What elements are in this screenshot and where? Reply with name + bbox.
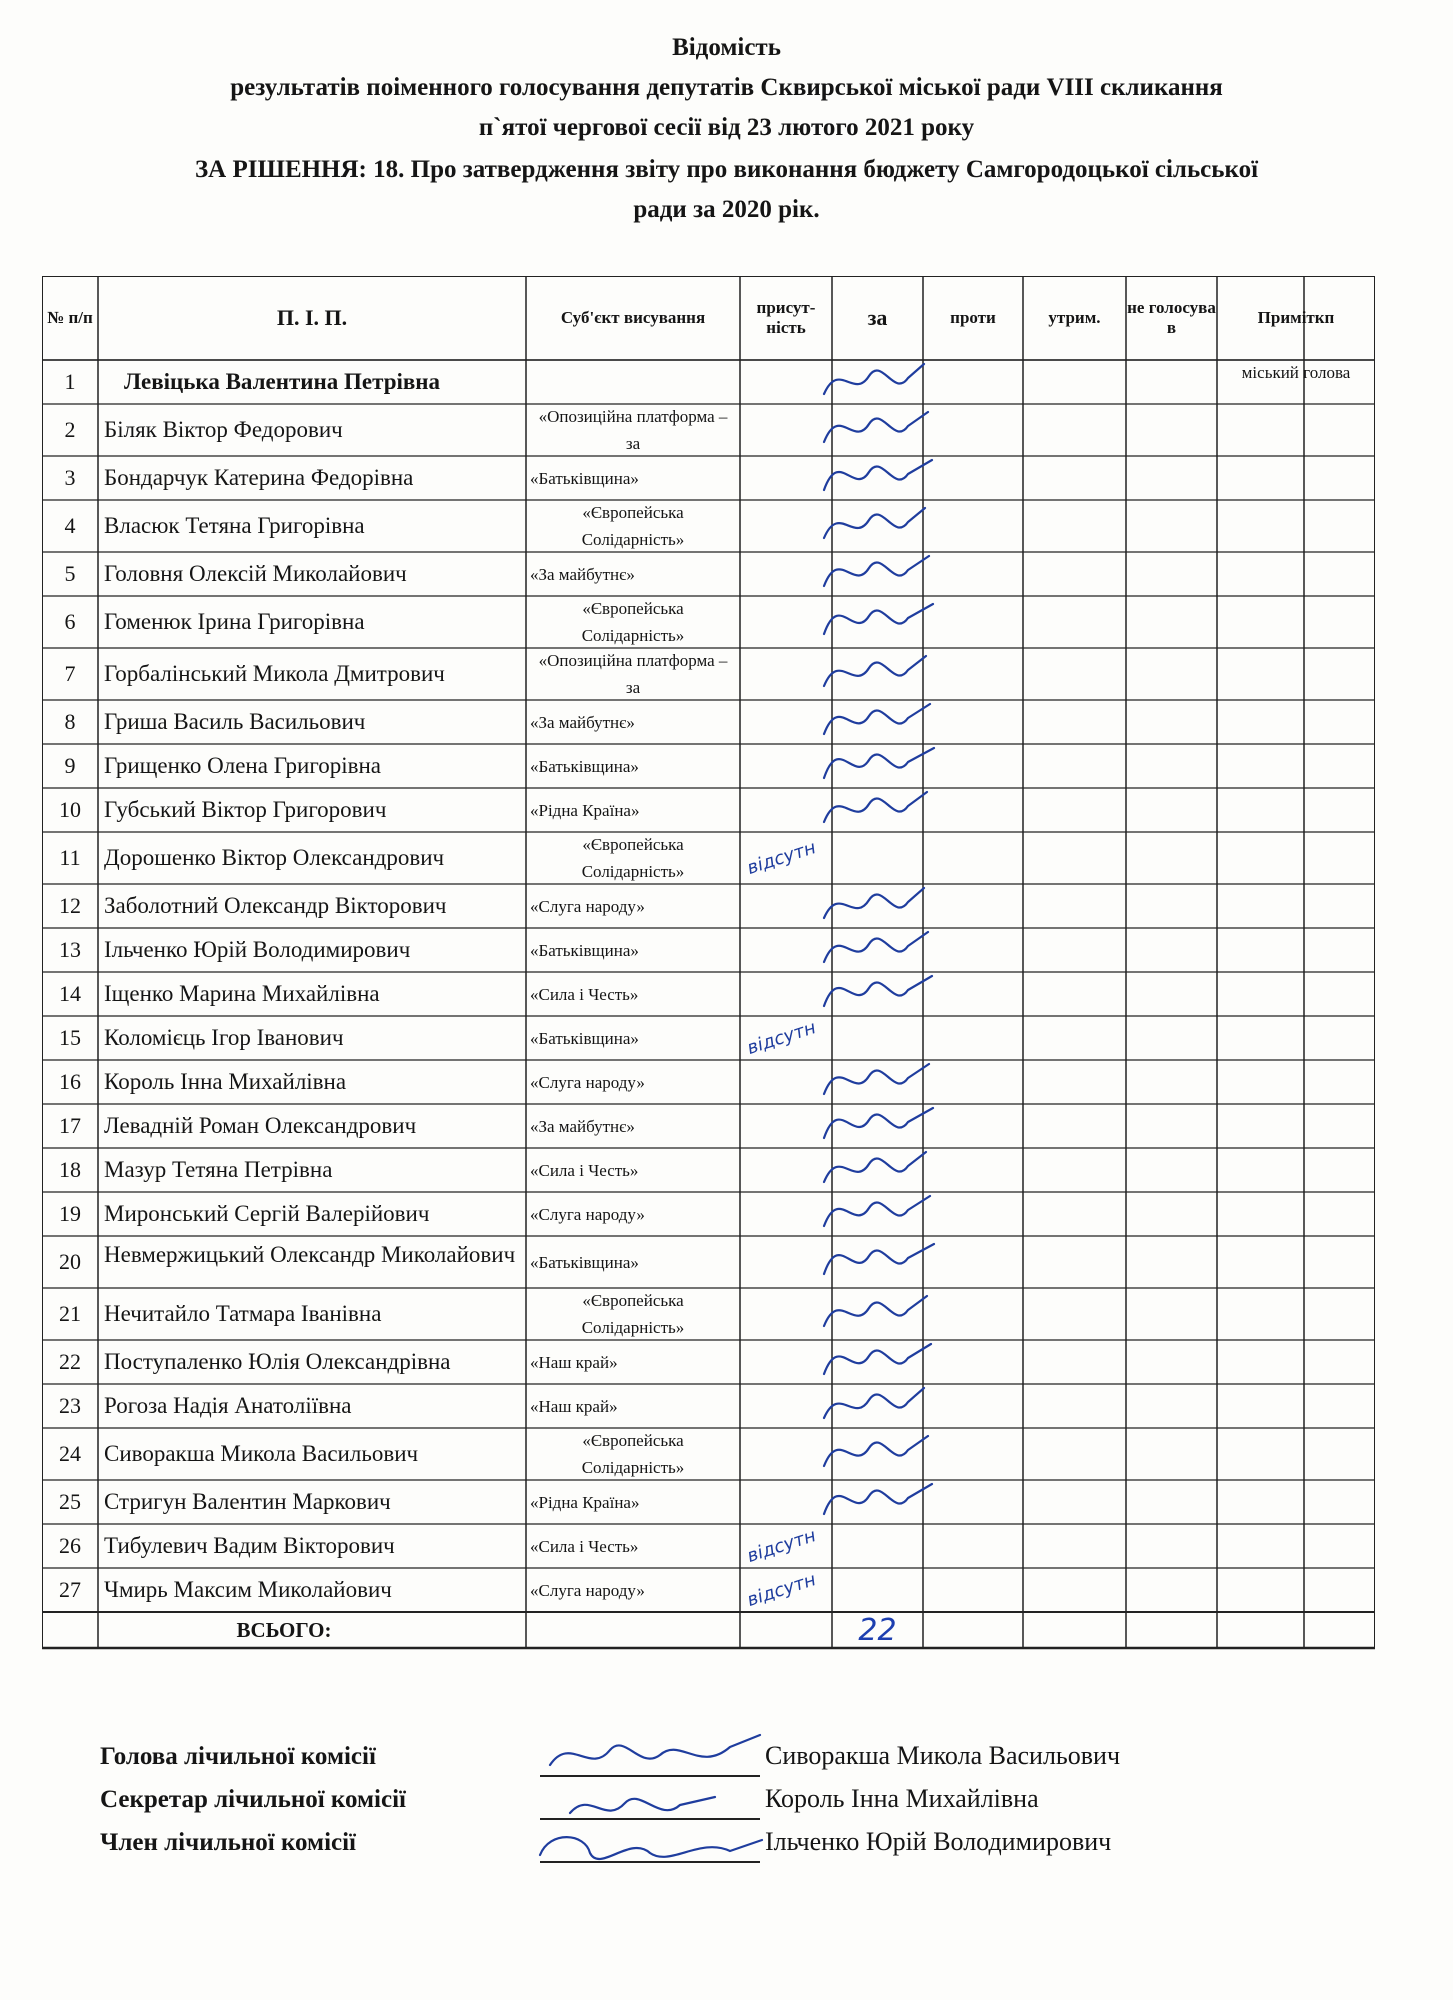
deputy-name: Мазур Тетяна Петрівна (104, 1157, 333, 1182)
nominating-party: «Батьківщина» (530, 756, 639, 776)
deputy-name: Поступаленко Юлія Олександрівна (104, 1349, 451, 1374)
vote-signature (824, 656, 926, 686)
header-present: присут-ність (756, 298, 816, 337)
nominating-party: «За майбутнє» (530, 712, 635, 732)
row-number: 1 (64, 369, 76, 394)
row-number: 14 (59, 981, 81, 1006)
deputy-name: Чмирь Максим Миколайович (104, 1577, 392, 1602)
row-number: 16 (59, 1069, 81, 1094)
commission-chair-role: Голова лічильної комісії (100, 1743, 376, 1770)
nominating-party: «За майбутнє» (530, 564, 635, 584)
nominating-party: «Наш край» (530, 1352, 618, 1372)
commission-chair-name: Сиворакша Микола Васильович (765, 1741, 1121, 1770)
nominating-party: «Наш край» (530, 1396, 618, 1416)
document-title: Відомість (672, 34, 781, 61)
vote-signature (824, 508, 925, 538)
vote-signature (824, 460, 932, 490)
deputy-name: Ільченко Юрій Володимирович (104, 937, 411, 962)
vote-signature (824, 748, 934, 778)
deputy-name: Заболотний Олександр Вікторович (104, 893, 447, 918)
row-number: 22 (59, 1349, 81, 1374)
nominating-party: «Європейська Солідарність» (581, 599, 685, 645)
absent-mark: відсутн (744, 1017, 819, 1059)
row-number: 23 (59, 1393, 81, 1418)
vote-signature (824, 1108, 933, 1138)
header-note: Приміткп (1257, 308, 1335, 327)
vote-signature (824, 1388, 924, 1418)
row-number: 8 (64, 709, 76, 734)
commission-secretary-role: Секретар лічильної комісії (100, 1786, 406, 1813)
row-number: 11 (59, 845, 81, 870)
vote-signature (824, 1196, 930, 1226)
deputy-name: Сиворакша Микола Васильович (104, 1441, 419, 1466)
deputy-name: Рогоза Надія Анатоліївна (104, 1393, 352, 1418)
deputy-name: Губський Віктор Григорович (104, 797, 387, 822)
vote-signature (824, 792, 927, 822)
row-number: 6 (64, 609, 76, 634)
row-number: 3 (64, 465, 76, 490)
row-number: 18 (59, 1157, 81, 1182)
row-number: 10 (59, 797, 81, 822)
document-subtitle-line1: результатів поіменного голосування депутатів Сквирської міської ради VIII скликання (230, 74, 1223, 101)
commission-signatures (530, 1725, 770, 1875)
deputy-name: Миронський Сергій Валерійович (104, 1201, 430, 1226)
deputy-name: Король Інна Михайлівна (104, 1069, 347, 1094)
nominating-party: «Європейська Солідарність» (581, 835, 685, 881)
vote-signature (824, 888, 924, 918)
nominating-party: «Рідна Країна» (530, 800, 640, 820)
total-for-count: 22 (858, 1612, 897, 1648)
nominating-party: «Опозиційна платформа – за (538, 651, 728, 697)
header-against: проти (950, 308, 996, 327)
vote-signature (824, 1064, 929, 1094)
vote-signature (824, 704, 930, 734)
row-number: 20 (59, 1249, 81, 1274)
row-number: 4 (64, 513, 76, 538)
row-number: 9 (64, 753, 76, 778)
absent-mark: відсутн (744, 1569, 819, 1611)
vote-signature (824, 1244, 934, 1274)
nominating-party: «Слуга народу» (530, 896, 645, 916)
header-party: Суб'єкт висування (560, 308, 706, 327)
header-abstain: утрим. (1048, 308, 1101, 327)
nominating-party: «Батьківщина» (530, 468, 639, 488)
nominating-party: «Батьківщина» (530, 1252, 639, 1272)
commission-member-role: Член лічильної комісії (100, 1829, 357, 1856)
vote-signature (824, 1152, 926, 1182)
deputy-name: Біляк Віктор Федорович (104, 417, 343, 442)
chair-signature (550, 1735, 760, 1765)
header-for: за (867, 305, 888, 330)
header-num: № п/п (47, 308, 93, 327)
vote-signature (824, 412, 928, 442)
commission-secretary-name: Король Інна Михайлівна (765, 1784, 1039, 1813)
vote-signature (824, 932, 928, 962)
row-number: 2 (64, 417, 76, 442)
deputy-name: Гоменюк Ірина Григорівна (104, 609, 365, 634)
deputy-name: Коломієць Ігор Іванович (104, 1025, 344, 1050)
deputy-name: Дорошенко Віктор Олександрович (104, 845, 445, 870)
nominating-party: «Слуга народу» (530, 1072, 645, 1092)
header-name: П. І. П. (276, 305, 348, 330)
nominating-party: «Сила і Честь» (530, 1160, 639, 1180)
vote-signature (824, 1344, 931, 1374)
row-number: 5 (64, 561, 76, 586)
row-number: 21 (59, 1301, 81, 1326)
total-label: ВСЬОГО: (236, 1617, 332, 1642)
vote-signature (824, 556, 929, 586)
deputy-name: Невмержицький Олександр Миколайович (104, 1242, 516, 1267)
member-signature (540, 1837, 762, 1859)
deputy-name: Бондарчук Катерина Федорівна (104, 465, 414, 490)
row-number: 25 (59, 1489, 81, 1514)
deputy-name: Головня Олексій Миколайович (104, 561, 407, 586)
deputy-name: Іщенко Марина Михайлівна (104, 981, 380, 1006)
nominating-party: «Опозиційна платформа – за (538, 407, 728, 453)
vote-signature (824, 1296, 927, 1326)
row-note: міський голова (1241, 363, 1351, 382)
row-number: 7 (64, 661, 76, 686)
absent-mark: відсутн (744, 837, 819, 879)
nominating-party: «За майбутнє» (530, 1116, 635, 1136)
secretary-signature (570, 1797, 715, 1813)
vote-signature (824, 604, 933, 634)
row-number: 26 (59, 1533, 81, 1558)
decision-line1: ЗА РІШЕННЯ: 18. Про затвердження звіту про виконання бюджету Самгородоцької сільської (194, 156, 1259, 183)
nominating-party: «Батьківщина» (530, 1028, 639, 1048)
nominating-party: «Європейська Солідарність» (581, 1291, 685, 1337)
nominating-party: «Рідна Країна» (530, 1492, 640, 1512)
document-subtitle-line2: п`ятої чергової сесії від 23 лютого 2021 року (478, 114, 975, 141)
decision-line2: ради за 2020 рік. (633, 196, 820, 223)
deputy-name: Тибулевич Вадим Вікторович (104, 1533, 395, 1558)
row-number: 17 (59, 1113, 81, 1138)
deputy-name: Нечитайло Татмара Іванівна (104, 1301, 382, 1326)
absent-mark: відсутн (744, 1525, 819, 1567)
nominating-party: «Слуга народу» (530, 1204, 645, 1224)
row-number: 27 (59, 1577, 81, 1602)
row-number: 15 (59, 1025, 81, 1050)
deputy-name: Гриша Василь Васильович (104, 709, 366, 734)
vote-signature (824, 976, 932, 1006)
vote-signature (824, 364, 924, 394)
vote-signature (824, 1436, 928, 1466)
deputy-name: Горбалінський Микола Дмитрович (104, 661, 445, 686)
header-not-voted: не голосува в (1127, 298, 1216, 337)
vote-signature (824, 1484, 932, 1514)
nominating-party (526, 360, 740, 404)
row-number: 13 (59, 937, 81, 962)
deputy-name: Грищенко Олена Григорівна (104, 753, 381, 778)
nominating-party: «Сила і Честь» (530, 984, 639, 1004)
nominating-party: «Батьківщина» (530, 940, 639, 960)
row-number: 19 (59, 1201, 81, 1226)
commission-member-name: Ільченко Юрій Володимирович (765, 1827, 1112, 1856)
row-number: 24 (59, 1441, 81, 1466)
row-number: 12 (59, 893, 81, 918)
nominating-party: «Слуга народу» (530, 1580, 645, 1600)
voting-table (42, 276, 1375, 1738)
deputy-name: Стригун Валентин Маркович (104, 1489, 391, 1514)
nominating-party: «Європейська Солідарність» (581, 1431, 685, 1477)
deputy-name: Левадній Роман Олександрович (104, 1113, 417, 1138)
deputy-name: Левіцька Валентина Петрівна (124, 369, 441, 394)
deputy-name: Власюк Тетяна Григорівна (104, 513, 365, 538)
nominating-party: «Сила і Честь» (530, 1536, 639, 1556)
nominating-party: «Європейська Солідарність» (581, 503, 685, 549)
